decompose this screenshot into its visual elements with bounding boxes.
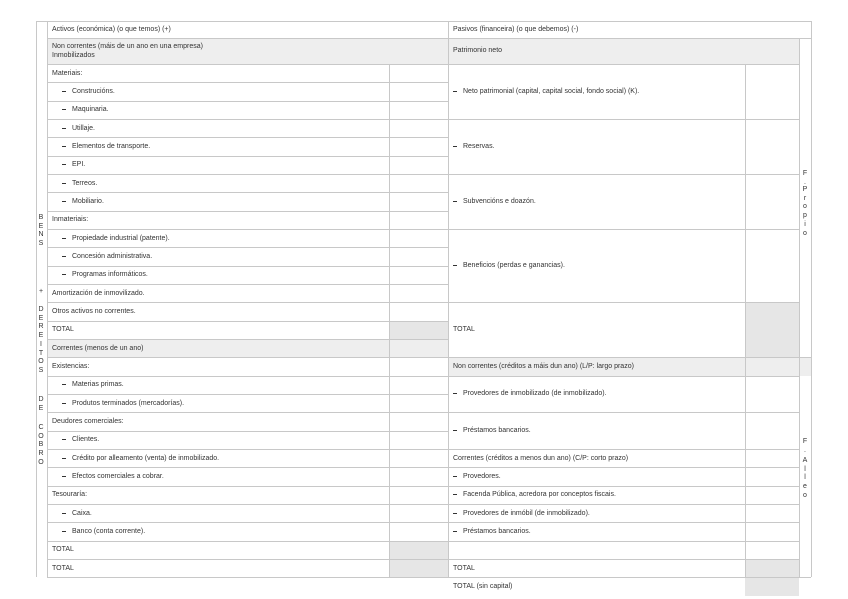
non-current-title-line-2: Inmobilizados: [52, 51, 95, 59]
stocks-item-label: Materias primas.: [72, 381, 124, 389]
grid-line: [47, 38, 811, 39]
bullet-icon: [62, 109, 66, 110]
materials-item: [47, 156, 389, 174]
bullet-icon: [62, 531, 66, 532]
amortization-row: [47, 284, 389, 302]
bullet-icon: [62, 91, 66, 92]
grid-line: [745, 64, 746, 577]
debtors-item-label: Clientes.: [72, 436, 100, 444]
side-label-f-propio: F .: [802, 170, 808, 186]
treasury-label-label: Tesouraría:: [52, 491, 88, 499]
stocks-label-label: Existencias:: [52, 362, 90, 370]
bullet-icon: [62, 274, 66, 275]
current-liability-item: [448, 522, 745, 540]
equity-item-label: Neto patrimonial (capital, capital social, fondo social) (K).: [463, 87, 640, 95]
stocks-label: [47, 357, 389, 375]
grid-line: [448, 64, 799, 65]
bullet-icon: [453, 393, 457, 394]
liabilities-total-without-capital-row-label: TOTAL (sin capital): [453, 582, 513, 590]
stocks-item: [47, 394, 389, 412]
bullet-icon: [62, 128, 66, 129]
grid-line: [448, 577, 811, 578]
side-label-plus: +: [38, 288, 44, 295]
grid-line: [47, 266, 448, 267]
materials-item-label: Terreos.: [72, 179, 98, 187]
immaterials-label: [47, 211, 389, 229]
immaterials-item-label: Concesión administrativa.: [72, 252, 153, 260]
treasury-label: [47, 486, 389, 504]
assets-total-row-label: TOTAL: [52, 564, 74, 572]
liabilities-header: [448, 21, 811, 38]
grid-line: [47, 559, 448, 560]
grid-line: [448, 119, 799, 120]
debtors-item-label: Crédito por alleamento (venta) de inmobilizado.: [72, 454, 220, 462]
assets-current-header-label: Correntes (menos de un ano): [52, 344, 144, 352]
non-current-total-row-label: TOTAL: [52, 326, 74, 334]
materials-item-label: EPI.: [72, 161, 86, 169]
debtors-item: [47, 431, 389, 449]
materials-item: [47, 174, 389, 192]
stocks-item: [47, 376, 389, 394]
grid-line: [47, 376, 448, 377]
equity-item: [448, 64, 745, 119]
treasury-item-label: Caixa.: [72, 509, 92, 517]
bullet-icon: [453, 201, 457, 202]
bullet-icon: [62, 384, 66, 385]
current-liability-item: [448, 486, 745, 504]
grid-line: [47, 486, 448, 487]
materials-item: [47, 82, 389, 100]
amortization-row-label: Amortización de inmovilizado.: [52, 289, 145, 297]
liabilities-total-row: [448, 559, 745, 577]
current-liability-item: [448, 504, 745, 522]
side-label-alleo: A l l e o: [802, 457, 808, 499]
grid-line: [47, 577, 448, 578]
bullet-icon: [62, 403, 66, 404]
assets-non-current-header: [47, 38, 448, 64]
current-liability-item-label: Provedores.: [463, 472, 501, 480]
bullet-icon: [62, 238, 66, 239]
debtors-label: [47, 412, 389, 430]
side-label-bens: B E N S: [38, 214, 44, 248]
grid-line: [36, 21, 37, 578]
stocks-item-label: Produtos terminados (mercadorías).: [72, 399, 185, 407]
grid-line: [448, 376, 799, 377]
materials-item: [47, 192, 389, 210]
total-value-cell: [745, 302, 799, 357]
grid-line: [448, 21, 449, 578]
bullet-icon: [62, 476, 66, 477]
other-assets-row-label: Otros activos no correntes.: [52, 307, 136, 315]
equity-item: [448, 119, 745, 174]
immaterials-item-label: Programas informáticos.: [72, 271, 148, 279]
non-current-liability-item-label: Provedores de inmobilizado (de inmobilizado).: [463, 390, 607, 398]
grid-line: [47, 21, 48, 578]
current-liability-item-label: Facenda Pública, acredora por conceptos fiscais.: [463, 491, 616, 499]
grid-line: [811, 21, 812, 578]
treasury-item: [47, 504, 389, 522]
grid-line: [47, 357, 448, 358]
side-label-de: D E: [38, 396, 44, 412]
grid-line: [47, 412, 448, 413]
assets-current-header: [47, 339, 448, 357]
bullet-icon: [453, 91, 457, 92]
debtors-item: [47, 467, 389, 485]
materials-item: [47, 137, 389, 155]
grid-line: [47, 156, 448, 157]
non-current-liability-item: [448, 376, 745, 413]
current-liability-item: [448, 467, 745, 485]
side-label-cobro: C O B R O: [38, 424, 44, 466]
grid-line: [448, 504, 799, 505]
grid-line: [47, 504, 448, 505]
bullet-icon: [62, 439, 66, 440]
equity-total-row-label: TOTAL: [453, 326, 475, 334]
bullet-icon: [453, 476, 457, 477]
non-current-liability-item-label: Préstamos bancarios.: [463, 427, 531, 435]
materials-item-label: Construcións.: [72, 87, 115, 95]
current-total-row-label: TOTAL: [52, 546, 74, 554]
side-label-dereitos: D E R E I T O S: [38, 306, 44, 374]
grid-line: [448, 229, 799, 230]
assets-header-label: Activos (económica) (o que temos) (+): [52, 25, 171, 33]
materials-label: [47, 64, 389, 82]
liabilities-current-header-label: Correntes (créditos a menos dun ano) (C/P: corto prazo): [453, 454, 629, 462]
debtors-item: [47, 449, 389, 467]
grid-line: [47, 82, 448, 83]
bullet-icon: [453, 494, 457, 495]
assets-total-row: [47, 559, 389, 577]
materials-item: [47, 119, 389, 137]
grid-line: [47, 321, 448, 322]
liabilities-non-current-header: [448, 357, 811, 375]
materials-item-label: Maquinaria.: [72, 106, 109, 114]
materials-item-label: Mobiliario.: [72, 197, 104, 205]
equity-item-label: Beneficios (perdas e ganancias).: [463, 262, 565, 270]
treasury-item-label: Banco (conta corrente).: [72, 527, 146, 535]
bullet-icon: [62, 183, 66, 184]
grid-line: [448, 486, 799, 487]
equity-header-label: Patrimonio neto: [453, 47, 503, 55]
grid-line: [47, 284, 448, 285]
grid-line: [448, 522, 799, 523]
grid-line: [448, 174, 799, 175]
grid-line: [47, 522, 448, 523]
grid-line: [47, 449, 448, 450]
liabilities-header-label: Pasivos (financeira) (o que debemos) (-): [453, 25, 579, 33]
grid-line: [47, 64, 448, 65]
grid-line: [47, 431, 448, 432]
immaterials-item-label: Propiedade industrial (patente).: [72, 234, 170, 242]
grid-line: [47, 302, 448, 303]
side-label-propio: P r o p i o: [802, 186, 808, 237]
grid-line: [47, 174, 448, 175]
grid-line: [448, 357, 811, 358]
other-assets-row: [47, 302, 389, 320]
grid-line: [448, 541, 799, 542]
materials-label-label: Materiais:: [52, 69, 83, 77]
liabilities-current-header: [448, 449, 745, 467]
total-value-cell: [745, 577, 799, 595]
grid-line: [47, 101, 448, 102]
debtors-label-label: Deudores comerciales:: [52, 417, 124, 425]
side-label-f-alleo: F .: [802, 438, 808, 454]
immaterials-item: [47, 266, 389, 284]
grid-line: [448, 559, 799, 560]
equity-item-label: Reservas.: [463, 142, 495, 150]
grid-line: [47, 247, 448, 248]
grid-line: [47, 339, 448, 340]
debtors-item-label: Efectos comerciales a cobrar.: [72, 472, 164, 480]
grid-line: [448, 449, 799, 450]
non-current-total-row: [47, 321, 389, 339]
bullet-icon: [62, 146, 66, 147]
grid-line: [47, 192, 448, 193]
grid-line: [389, 64, 390, 577]
bullet-icon: [62, 513, 66, 514]
non-current-liability-item: [448, 412, 745, 449]
bullet-icon: [62, 458, 66, 459]
treasury-item: [47, 522, 389, 540]
non-current-title-line-1: Non correntes (máis de un ano en una empresa): [52, 42, 203, 50]
grid-line: [448, 467, 799, 468]
immaterials-item: [47, 247, 389, 265]
equity-total-row: [448, 302, 745, 357]
equity-header: [448, 38, 799, 64]
assets-header: [47, 21, 448, 38]
grid-line: [448, 302, 799, 303]
bullet-icon: [453, 430, 457, 431]
current-liability-item-label: Provedores de inmóbil (de inmobilizado).: [463, 509, 590, 517]
total-value-cell: [389, 541, 448, 559]
bullet-icon: [62, 201, 66, 202]
grid-line: [47, 119, 448, 120]
equity-item: [448, 229, 745, 302]
bullet-icon: [453, 265, 457, 266]
immaterials-label-label: Inmateriais:: [52, 216, 89, 224]
bullet-icon: [62, 164, 66, 165]
grid-line: [47, 467, 448, 468]
grid-line: [47, 541, 448, 542]
liabilities-total-row-label: TOTAL: [453, 564, 475, 572]
total-value-cell: [389, 559, 448, 577]
materials-item-label: Utillaje.: [72, 124, 95, 132]
materials-item-label: Elementos de transporte.: [72, 142, 151, 150]
grid-line: [47, 394, 448, 395]
grid-line: [47, 211, 448, 212]
bullet-icon: [453, 146, 457, 147]
liabilities-total-without-capital-row: [448, 577, 745, 595]
materials-item: [47, 101, 389, 119]
equity-item: [448, 174, 745, 229]
immaterials-item: [47, 229, 389, 247]
grid-line: [47, 229, 448, 230]
bullet-icon: [453, 513, 457, 514]
grid-line: [47, 137, 448, 138]
bullet-icon: [62, 256, 66, 257]
liabilities-non-current-header-label: Non correntes (créditos a máis dun ano) (L/P: largo prazo): [453, 362, 634, 370]
current-total-row: [47, 541, 389, 559]
grid-line: [448, 412, 799, 413]
grid-line: [36, 21, 811, 22]
equity-item-label: Subvencións e doazón.: [463, 197, 536, 205]
total-value-cell: [745, 559, 799, 577]
total-value-cell: [389, 321, 448, 339]
bullet-icon: [453, 531, 457, 532]
current-liability-item-label: Préstamos bancarios.: [463, 527, 531, 535]
